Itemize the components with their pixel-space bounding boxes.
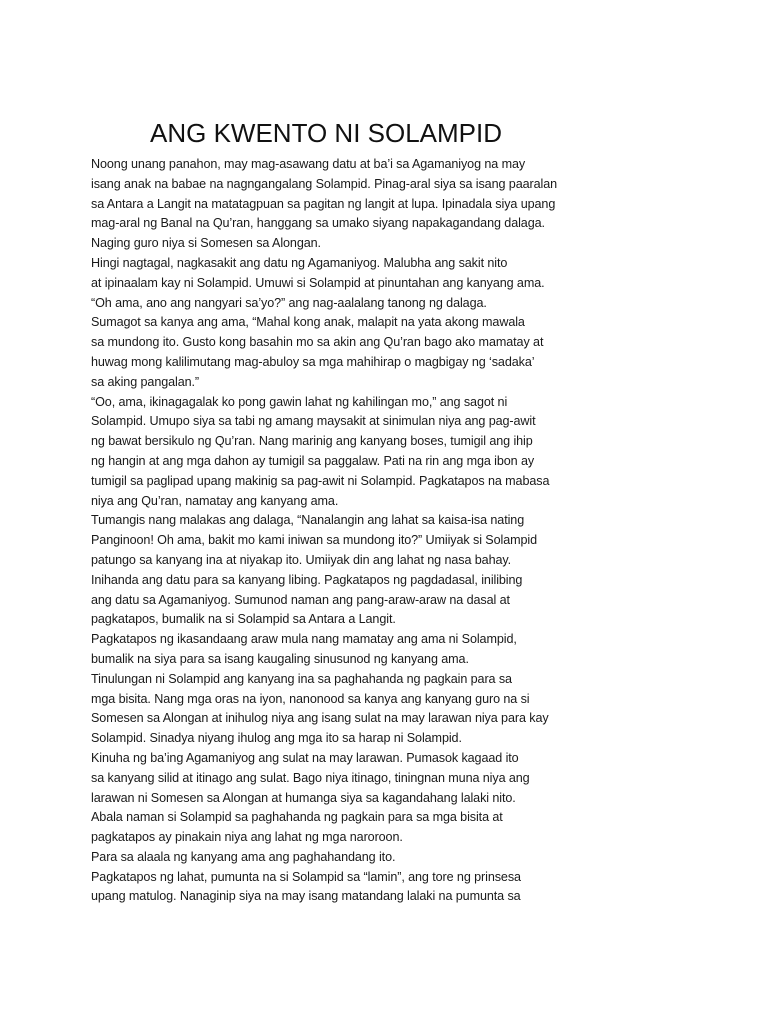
text-line: Panginoon! Oh ama, bakit mo kami iniwan sa mundong ito?” Umiiyak si Solampid (91, 533, 537, 548)
text-line: patungo sa kanyang ina at niyakap ito. Umiiyak din ang lahat ng nasa bahay. (91, 552, 512, 567)
text-line: Naging guro niya si Somesen sa Alongan. (91, 236, 321, 251)
text-line: niya ang Qu’ran, namatay ang kanyang ama. (91, 493, 339, 508)
text-line: bumalik na siya para sa isang kaugaling sinusunod ng kanyang ama. (91, 651, 469, 666)
text-line: Abala naman si Solampid sa paghahanda ng pagkain para sa mga bisita at (91, 810, 503, 825)
text-line: Tinulungan ni Solampid ang kanyang ina sa paghahanda ng pagkain para sa (91, 671, 512, 686)
text-line: at ipinaalam kay ni Solampid. Umuwi si Solampid at pinuntahan ang kanyang ama. (91, 275, 545, 290)
text-line: Hingi nagtagal, nagkasakit ang datu ng Agamaniyog. Malubha ang sakit nito (91, 255, 508, 270)
text-line: Inihanda ang datu para sa kanyang libing. Pagkatapos ng pagdadasal, inilibing (91, 572, 523, 587)
text-line: huwag mong kalilimutang mag-abuloy sa mga mahihirap o magbigay ng ‘sadaka’ (91, 354, 535, 369)
text-line: isang anak na babae na nagngangalang Solampid. Pinag-aral siya sa isang paaralan (91, 176, 558, 191)
text-line: Solampid. Sinadya niyang ihulog ang mga ito sa harap ni Solampid. (91, 731, 462, 746)
text-line: Kinuha ng ba’ing Agamaniyog ang sulat na may larawan. Pumasok kagaad ito (91, 750, 519, 765)
text-line: pagkatapos, bumalik na si Solampid sa Antara a Langit. (91, 612, 396, 627)
text-line: sa Antara a Langit na matatagpuan sa pagitan ng langit at lupa. Ipinadala siya upang (91, 196, 556, 211)
text-line: Solampid. Umupo siya sa tabi ng amang maysakit at sinimulan niya ang pag-awit (91, 414, 536, 429)
text-line: sa kanyang silid at itinago ang sulat. Bago niya itinago, tiningnan muna niya ang (91, 770, 530, 785)
text-line: Para sa alaala ng kanyang ama ang paghahandang ito. (91, 849, 396, 864)
text-line: pagkatapos ay pinakain niya ang lahat ng mga naroroon. (91, 830, 403, 845)
text-line: tumigil sa paglipad upang makinig sa pag-awit ni Solampid. Pagkatapos na mabasa (91, 473, 550, 488)
text-line: ng bawat bersikulo ng Qu’ran. Nang marinig ang kanyang boses, tumigil ang ihip (91, 434, 533, 449)
text-line: Somesen sa Alongan at inihulog niya ang isang sulat na may larawan niya para kay (91, 711, 549, 726)
text-line: sa aking pangalan.” (91, 374, 200, 389)
text-line: mga bisita. Nang mga oras na iyon, nanonood sa kanya ang kanyang guro na si (91, 691, 530, 706)
document-title: ANG KWENTO NI SOLAMPID (150, 118, 503, 148)
text-line: ng hangin at ang mga dahon ay tumigil sa paggalaw. Pati na rin ang mga ibon ay (91, 453, 535, 468)
text-line: upang matulog. Nanaginip siya na may isang matandang lalaki na pumunta sa (91, 889, 521, 904)
text-line: larawan ni Somesen sa Alongan at humanga siya sa kagandahang lalaki nito. (91, 790, 516, 805)
text-line: Noong unang panahon, may mag-asawang datu at ba’i sa Agamaniyog na may (91, 157, 526, 171)
text-line: sa mundong ito. Gusto kong basahin mo sa akin ang Qu’ran bago ako mamatay at (91, 335, 544, 350)
text-line: mag-aral ng Banal na Qu’ran, hanggang sa umako siyang napakagandang dalaga. (91, 216, 545, 231)
text-line: “Oh ama, ano ang nangyari sa’yo?” ang nag-aalalang tanong ng dalaga. (91, 295, 487, 310)
text-line: ang datu sa Agamaniyog. Sumunod naman ang pang-araw-araw na dasal at (91, 592, 510, 607)
text-line: “Oo, ama, ikinagagalak ko pong gawin lahat ng kahilingan mo,” ang sagot ni (91, 394, 508, 409)
text-line: Pagkatapos ng ikasandaang araw mula nang mamatay ang ama ni Solampid, (91, 632, 517, 647)
story-text (91, 155, 571, 907)
text-line: Sumagot sa kanya ang ama, “Mahal kong anak, malapit na yata akong mawala (91, 315, 525, 330)
text-line: Tumangis nang malakas ang dalaga, “Nanalangin ang lahat sa kaisa-isa nating (91, 513, 525, 528)
text-line: Pagkatapos ng lahat, pumunta na si Solampid sa “lamin”, ang tore ng prinsesa (91, 869, 521, 884)
